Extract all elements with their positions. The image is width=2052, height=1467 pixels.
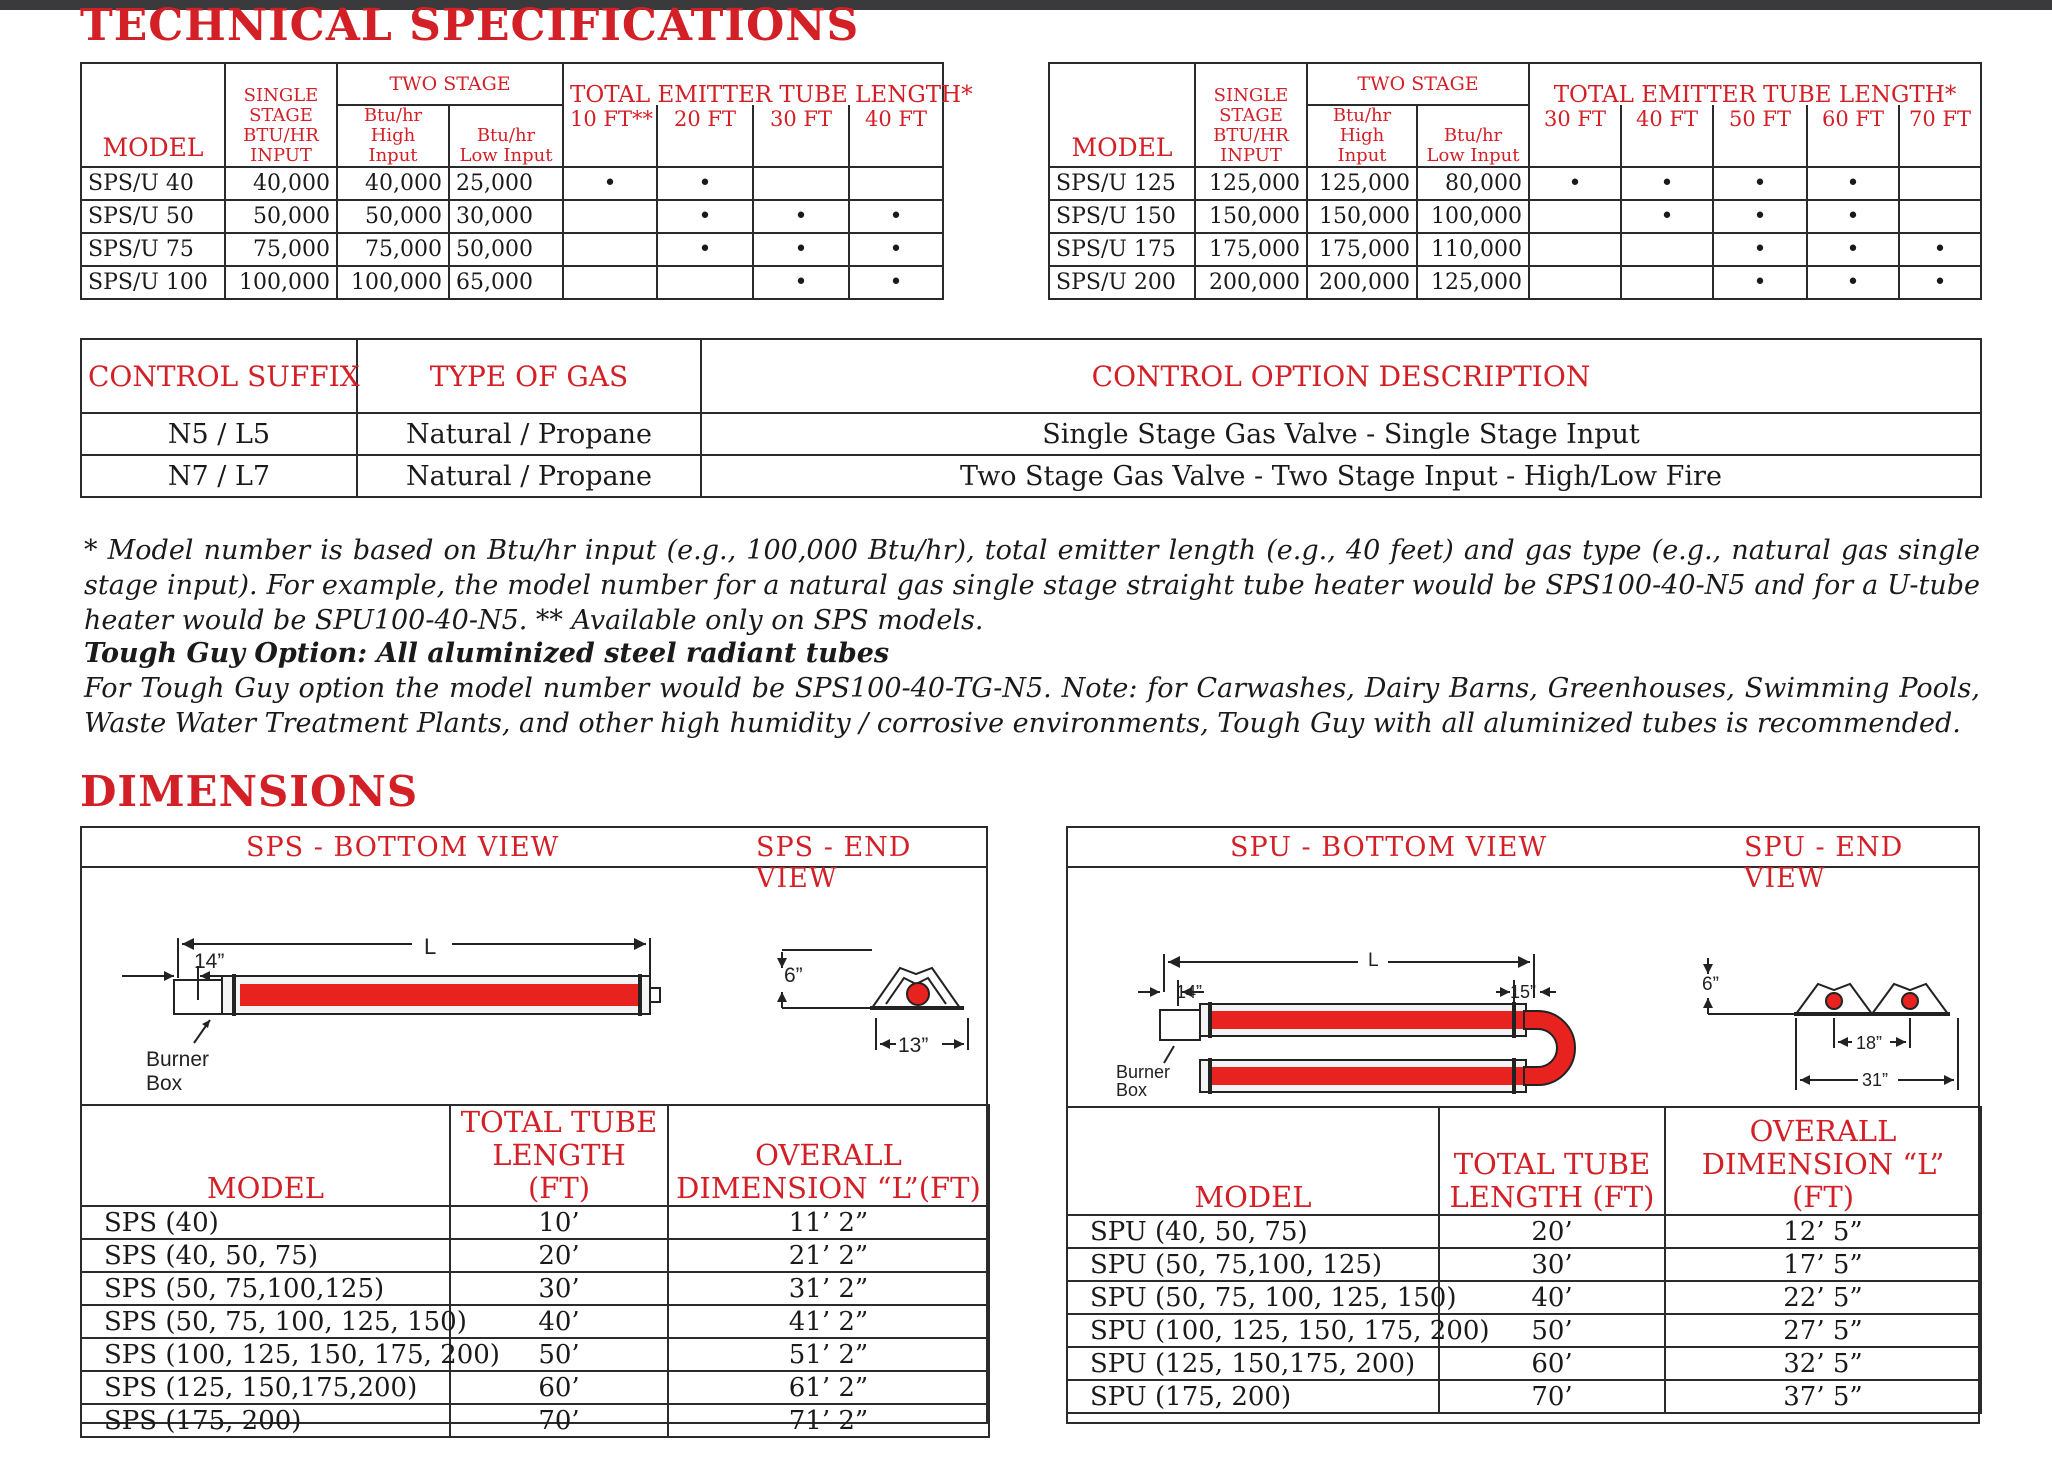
burner-offset-label: 14” (1176, 982, 1203, 1002)
burner-offset-label: 14” (194, 950, 225, 973)
type-of-gas-header: TYPE OF GAS (357, 339, 701, 413)
control-suffix-cell: N7 / L7 (81, 455, 357, 497)
availability-mark: • (849, 233, 943, 266)
tube-length-cell: 50’ (450, 1338, 668, 1371)
length-label: L (424, 934, 437, 959)
high-input-cell: 150,000 (1307, 200, 1417, 233)
model-cell: SPU (50, 75, 100, 125, 150) (1067, 1281, 1439, 1314)
burner-box-label-line2: Box (1116, 1080, 1148, 1100)
low-input-cell: 80,000 (1417, 167, 1529, 200)
overall-dimension-header: OVERALL DIMENSION “L”(FT) (668, 1105, 989, 1206)
overall-dimension-header: OVERALL DIMENSION “L” (FT) (1665, 1107, 1981, 1215)
model-cell: SPS (125, 150,175,200) (81, 1371, 450, 1404)
table-row (81, 1272, 989, 1305)
availability-mark: • (753, 233, 849, 266)
availability-mark: • (1713, 233, 1807, 266)
sps-end-view-title: SPS - END VIEW (756, 832, 912, 894)
table-row (81, 455, 1981, 497)
model-cell: SPS (50, 75, 100, 125, 150) (81, 1305, 450, 1338)
sps-bottom-view-diagram (82, 868, 982, 1093)
radiant-tube (1212, 1011, 1526, 1029)
spu-end-view-title: SPU - END VIEW (1744, 832, 1904, 894)
availability-mark: • (1899, 233, 1981, 266)
model-cell: SPU (50, 75,100, 125) (1067, 1248, 1439, 1281)
return-offset-label: 15” (1510, 982, 1537, 1002)
length-header: 30 FT (1529, 105, 1621, 167)
availability-mark: • (657, 167, 753, 200)
table-row (1049, 266, 1981, 299)
table-row (81, 167, 943, 200)
table-row (1067, 1215, 1981, 1248)
overall-dimension-cell: 61’ 2” (668, 1371, 989, 1404)
availability-mark (563, 200, 657, 233)
control-suffix-cell: N5 / L5 (81, 413, 357, 455)
gas-type-cell: Natural / Propane (357, 413, 701, 455)
single-stage-cell: 200,000 (1195, 266, 1307, 299)
availability-mark (563, 266, 657, 299)
availability-mark (657, 266, 753, 299)
model-cell: SPS/U 200 (1049, 266, 1195, 299)
tube-length-cell: 30’ (1439, 1248, 1665, 1281)
availability-mark (753, 167, 849, 200)
availability-mark (1621, 233, 1713, 266)
sps-dimensions-panel (80, 826, 988, 1436)
overall-dimension-cell: 12’ 5” (1665, 1215, 1981, 1248)
high-input-cell: 50,000 (337, 200, 449, 233)
table-row (1049, 200, 1981, 233)
high-input-header: Btu/hr High Input (1307, 105, 1417, 167)
model-cell: SPS/U 40 (81, 167, 225, 200)
overall-dimension-cell: 32’ 5” (1665, 1347, 1981, 1380)
table-row (1067, 1347, 1981, 1380)
low-input-cell: 25,000 (449, 167, 563, 200)
model-cell: SPS/U 75 (81, 233, 225, 266)
length-header: 50 FT (1713, 105, 1807, 167)
table-row (81, 200, 943, 233)
model-cell: SPU (175, 200) (1067, 1380, 1439, 1413)
length-label: L (1368, 950, 1379, 971)
length-header: 60 FT (1807, 105, 1899, 167)
availability-mark (1529, 233, 1621, 266)
model-cell: SPS/U 50 (81, 200, 225, 233)
spec-table-left (80, 62, 973, 300)
tube-length-cell: 10’ (450, 1206, 668, 1239)
model-header: MODEL (81, 63, 225, 167)
tube-length-cell: 30’ (450, 1272, 668, 1305)
overall-dimension-cell: 11’ 2” (668, 1206, 989, 1239)
height-label: 6” (784, 964, 803, 987)
table-row (1049, 233, 1981, 266)
description-cell: Two Stage Gas Valve - Two Stage Input - High/Low Fire (701, 455, 1981, 497)
high-input-cell: 125,000 (1307, 167, 1417, 200)
model-cell: SPS/U 150 (1049, 200, 1195, 233)
table-row (81, 1239, 989, 1272)
table-row (81, 266, 943, 299)
tube-length-cell: 60’ (1439, 1347, 1665, 1380)
overall-dimension-cell: 41’ 2” (668, 1305, 989, 1338)
overall-dimension-cell: 37’ 5” (1665, 1380, 1981, 1413)
low-input-cell: 30,000 (449, 200, 563, 233)
overall-dimension-cell: 17’ 5” (1665, 1248, 1981, 1281)
sps-bottom-view-title: SPS - BOTTOM VIEW (246, 832, 560, 863)
availability-mark: • (1807, 266, 1899, 299)
model-header: MODEL (81, 1105, 450, 1206)
tube-length-header: TOTAL EMITTER TUBE LENGTH* (1529, 63, 1981, 105)
model-header: MODEL (1067, 1107, 1439, 1215)
height-label: 6” (1702, 974, 1719, 995)
single-stage-cell: 125,000 (1195, 167, 1307, 200)
availability-mark: • (657, 233, 753, 266)
availability-mark (849, 167, 943, 200)
availability-mark (563, 233, 657, 266)
table-row (81, 1305, 989, 1338)
model-cell: SPS (100, 125, 150, 175, 200) (81, 1338, 450, 1371)
burner-box-label: Burner (1116, 1062, 1171, 1082)
tube-length-cell: 60’ (450, 1371, 668, 1404)
table-row (81, 1404, 989, 1437)
low-input-cell: 110,000 (1417, 233, 1529, 266)
two-stage-header: TWO STAGE (337, 63, 563, 105)
overall-dimension-cell: 71’ 2” (668, 1404, 989, 1437)
availability-mark: • (849, 266, 943, 299)
tube-length-cell: 70’ (450, 1404, 668, 1437)
table-row (1067, 1248, 1981, 1281)
model-cell: SPS (50, 75,100,125) (81, 1272, 450, 1305)
single-stage-cell: 100,000 (225, 266, 337, 299)
spu-bottom-view-title: SPU - BOTTOM VIEW (1230, 832, 1548, 863)
model-cell: SPS/U 125 (1049, 167, 1195, 200)
tough-guy-note: For Tough Guy option the model number would be SPS100-40-TG-N5. Note: for Carwashes, Dairy Barns, Greenhouses, Swimming Pools, Waste Water Treatment Plants, and other high humidity / corrosive environments, Tough Guy with all aluminized tubes is recommended. (84, 673, 1980, 739)
model-cell: SPU (100, 125, 150, 175, 200) (1067, 1314, 1439, 1347)
overall-dimension-cell: 27’ 5” (1665, 1314, 1981, 1347)
tough-guy-title-text: Tough Guy Option: All aluminized steel radiant tubes (84, 638, 890, 669)
single-stage-cell: 175,000 (1195, 233, 1307, 266)
model-cell: SPS (40, 50, 75) (81, 1239, 450, 1272)
high-input-cell: 200,000 (1307, 266, 1417, 299)
high-input-cell: 175,000 (1307, 233, 1417, 266)
tough-guy-title (84, 636, 1980, 671)
length-header: 30 FT (753, 105, 849, 167)
control-suffix-header: CONTROL SUFFIX (81, 339, 357, 413)
burner-box-label: Burner (146, 1048, 210, 1071)
availability-mark: • (1621, 200, 1713, 233)
spu-dimensions-table (1066, 1106, 1982, 1414)
tube-length-header: TOTAL EMITTER TUBE LENGTH* (563, 63, 943, 105)
overall-width-label: 31” (1862, 1070, 1889, 1090)
control-options-table (80, 338, 1982, 498)
availability-mark: • (1713, 167, 1807, 200)
model-cell: SPS (175, 200) (81, 1404, 450, 1437)
availability-mark: • (1713, 266, 1807, 299)
tube-length-header: TOTAL TUBE LENGTH (FT) (450, 1105, 668, 1206)
high-input-cell: 40,000 (337, 167, 449, 200)
spu-bottom-view-diagram (1068, 868, 1974, 1098)
spu-dimensions-panel (1066, 826, 1980, 1424)
availability-mark: • (753, 266, 849, 299)
availability-mark (1899, 167, 1981, 200)
availability-mark: • (849, 200, 943, 233)
tube-length-cell: 40’ (450, 1305, 668, 1338)
low-input-cell: 65,000 (449, 266, 563, 299)
overall-dimension-cell: 21’ 2” (668, 1239, 989, 1272)
low-input-header: Btu/hr Low Input (449, 105, 563, 167)
availability-mark: • (1807, 233, 1899, 266)
availability-mark (1899, 200, 1981, 233)
model-cell: SPS (40) (81, 1206, 450, 1239)
low-input-header: Btu/hr Low Input (1417, 105, 1529, 167)
availability-mark: • (1529, 167, 1621, 200)
two-stage-header: TWO STAGE (1307, 63, 1529, 105)
single-stage-cell: 40,000 (225, 167, 337, 200)
spec-table-right (1048, 62, 1982, 300)
availability-mark: • (563, 167, 657, 200)
availability-mark (1529, 266, 1621, 299)
control-option-description-header: CONTROL OPTION DESCRIPTION (701, 339, 1981, 413)
table-row (81, 1338, 989, 1371)
overall-dimension-cell: 51’ 2” (668, 1338, 989, 1371)
burner-box-label-line2: Box (146, 1072, 183, 1095)
availability-mark (1621, 266, 1713, 299)
table-row (81, 413, 1981, 455)
high-input-header: Btu/hr High Input (337, 105, 449, 167)
model-cell: SPS/U 175 (1049, 233, 1195, 266)
model-cell: SPU (40, 50, 75) (1067, 1215, 1439, 1248)
tube-spacing-label: 18” (1856, 1033, 1883, 1053)
single-stage-header: SINGLE STAGE BTU/HR INPUT (225, 63, 337, 167)
overall-dimension-cell: 22’ 5” (1665, 1281, 1981, 1314)
high-input-cell: 100,000 (337, 266, 449, 299)
availability-mark: • (1621, 167, 1713, 200)
gas-type-cell: Natural / Propane (357, 455, 701, 497)
single-stage-cell: 75,000 (225, 233, 337, 266)
table-row (81, 1206, 989, 1239)
description-cell: Single Stage Gas Valve - Single Stage Input (701, 413, 1981, 455)
single-stage-cell: 50,000 (225, 200, 337, 233)
availability-mark: • (657, 200, 753, 233)
model-cell: SPS/U 100 (81, 266, 225, 299)
length-header: 70 FT (1899, 105, 1981, 167)
single-stage-cell: 150,000 (1195, 200, 1307, 233)
table-row (1067, 1281, 1981, 1314)
tube-length-cell: 70’ (1439, 1380, 1665, 1413)
low-input-cell: 125,000 (1417, 266, 1529, 299)
single-stage-header: SINGLE STAGE BTU/HR INPUT (1195, 63, 1307, 167)
low-input-cell: 50,000 (449, 233, 563, 266)
width-label: 13” (898, 1034, 929, 1057)
availability-mark: • (1807, 200, 1899, 233)
tube-length-cell: 50’ (1439, 1314, 1665, 1347)
model-cell: SPU (125, 150,175, 200) (1067, 1347, 1439, 1380)
radiant-tube (1212, 1067, 1526, 1085)
overall-dimension-cell: 31’ 2” (668, 1272, 989, 1305)
availability-mark: • (753, 200, 849, 233)
tube-length-header: TOTAL TUBE LENGTH (FT) (1439, 1107, 1665, 1215)
length-header: 20 FT (657, 105, 753, 167)
technical-specifications-heading: TECHNICAL SPECIFICATIONS (80, 0, 860, 51)
low-input-cell: 100,000 (1417, 200, 1529, 233)
model-number-note: * Model number is based on Btu/hr input (e.g., 100,000 Btu/hr), total emitter length (e.g., 40 feet) and gas type (e.g., natural gas single stage input). For example, the model number for a natural gas single stage straight tube heater would be SPS100-40-N5 and for a U-tube heater would be SPU100-40-N5. ** Available only on SPS models. (84, 535, 1980, 636)
dimensions-heading: DIMENSIONS (80, 767, 419, 816)
sps-dimensions-table (80, 1104, 990, 1438)
availability-mark: • (1713, 200, 1807, 233)
table-row (1049, 167, 1981, 200)
radiant-tube (240, 984, 640, 1006)
availability-mark (1529, 200, 1621, 233)
u-bend (1524, 1011, 1575, 1085)
availability-mark: • (1807, 167, 1899, 200)
length-header: 10 FT** (563, 105, 657, 167)
length-header: 40 FT (849, 105, 943, 167)
tube-length-cell: 20’ (1439, 1215, 1665, 1248)
length-header: 40 FT (1621, 105, 1713, 167)
high-input-cell: 75,000 (337, 233, 449, 266)
table-row (81, 233, 943, 266)
table-row (1067, 1380, 1981, 1413)
availability-mark: • (1899, 266, 1981, 299)
tube-length-cell: 20’ (450, 1239, 668, 1272)
table-row (81, 1371, 989, 1404)
tube-length-cell: 40’ (1439, 1281, 1665, 1314)
model-header: MODEL (1049, 63, 1195, 167)
table-row (1067, 1314, 1981, 1347)
